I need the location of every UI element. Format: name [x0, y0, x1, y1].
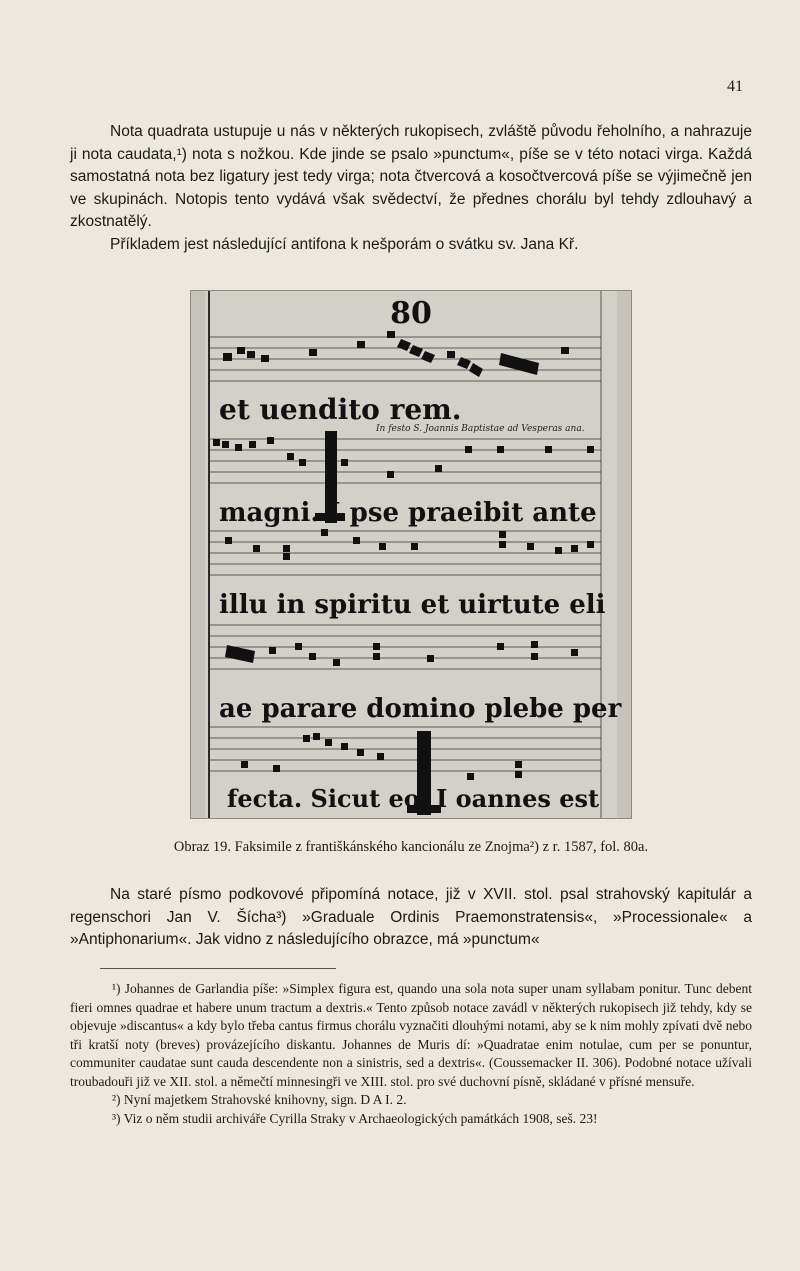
- chant-line-1: et uendito rem.: [219, 393, 462, 426]
- chant-line-2: magni. I pse praeibit ante: [219, 498, 597, 528]
- footnote-separator: [100, 968, 336, 969]
- footnote-3: ³) Viz o něm studii archiváře Cyrilla Straky v Archaeologických památkách 1908, seš. 23!: [112, 1110, 598, 1126]
- paragraph-antiphon-intro: Příkladem jest následující antifona k nešporám o svátku sv. Jana Kř.: [110, 235, 579, 253]
- manuscript-facsimile: [190, 290, 632, 819]
- paragraph-nota-caudata: Nota quadrata ustupuje u nás v některých rukopisech, zvláště původu řeholního, a nahrazuje ji nota caudata,¹) nota s nožkou. Kde jinde se psalo »punctum«, píše se v této notaci virga. Každá samostatná nota bez ligatury jest tedy virga; nota čtvercová a kosočtvercová píše se výjimečně jen ve skupinách. Notopis tento vydává však svědectví, že přednes chorálu byl tehdy zdlouhavý a zkostnatělý.: [70, 123, 752, 230]
- footnotes: [70, 980, 752, 1128]
- chant-line-4: ae parare domino plebe per: [219, 694, 622, 724]
- body-text-bottom: [70, 884, 752, 952]
- rubric-text: In festo S. Joannis Baptistae ad Vesperas ana.: [376, 424, 585, 434]
- chant-line-3: illu in spiritu et uirtute eli: [219, 590, 606, 620]
- footnote-2: ²) Nyní majetkem Strahovské knihovny, sign. D A I. 2.: [112, 1092, 407, 1107]
- paragraph-podkovove: Na staré písmo podkovové připomíná notace, již v XVII. stol. psal strahovský kapitulár a regenschori Jan V. Šícha³) »Graduale Ordinis Praemonstratensis«, »Processionale« a »Antiphonarium«. Jak vidno z následujícího obrazce, má »punctum«: [70, 886, 752, 948]
- page-number: 41: [727, 78, 743, 95]
- facsimile-image: [191, 291, 631, 818]
- chant-line-5: fecta. Sicut eo. I oannes est: [227, 784, 600, 813]
- footnote-1: ¹) Johannes de Garlandia píše: »Simplex figura est, quando una sola nota super unam syllabam ponitur. Tunc debent fieri omnes quadrae et habere unum tractum a dextris.« Tento způsob notace zavádl v některých rukopisech již tehdy, kdy se objevuje »discantus« a kdy bylo třeba cantus firmus chorálu vyznačiti dlouhými notami, aby se k nim mohly zpívati dvě nebo tři kratší noty (breves) provázejícího diskantu. Johannes de Muris dí: »Quadratae enim notulae, cum per se ponuntur, communiter caudatae sunt cauda descendente non a sinistris, sed a dextris«. (Coussemacker II. 306). Podobné notace užívali troubadouři již ve XII. stol. a němečtí minnesingři ve XIII. stol. pro své duchovní písně, skládané v přísné mensuře.: [70, 981, 752, 1089]
- folio-number: 80: [390, 296, 432, 331]
- figure-caption: Obraz 19. Faksimile z františkánského kancionálu ze Znojma²) z r. 1587, fol. 80a.: [173, 839, 649, 855]
- body-text-top: [70, 121, 752, 256]
